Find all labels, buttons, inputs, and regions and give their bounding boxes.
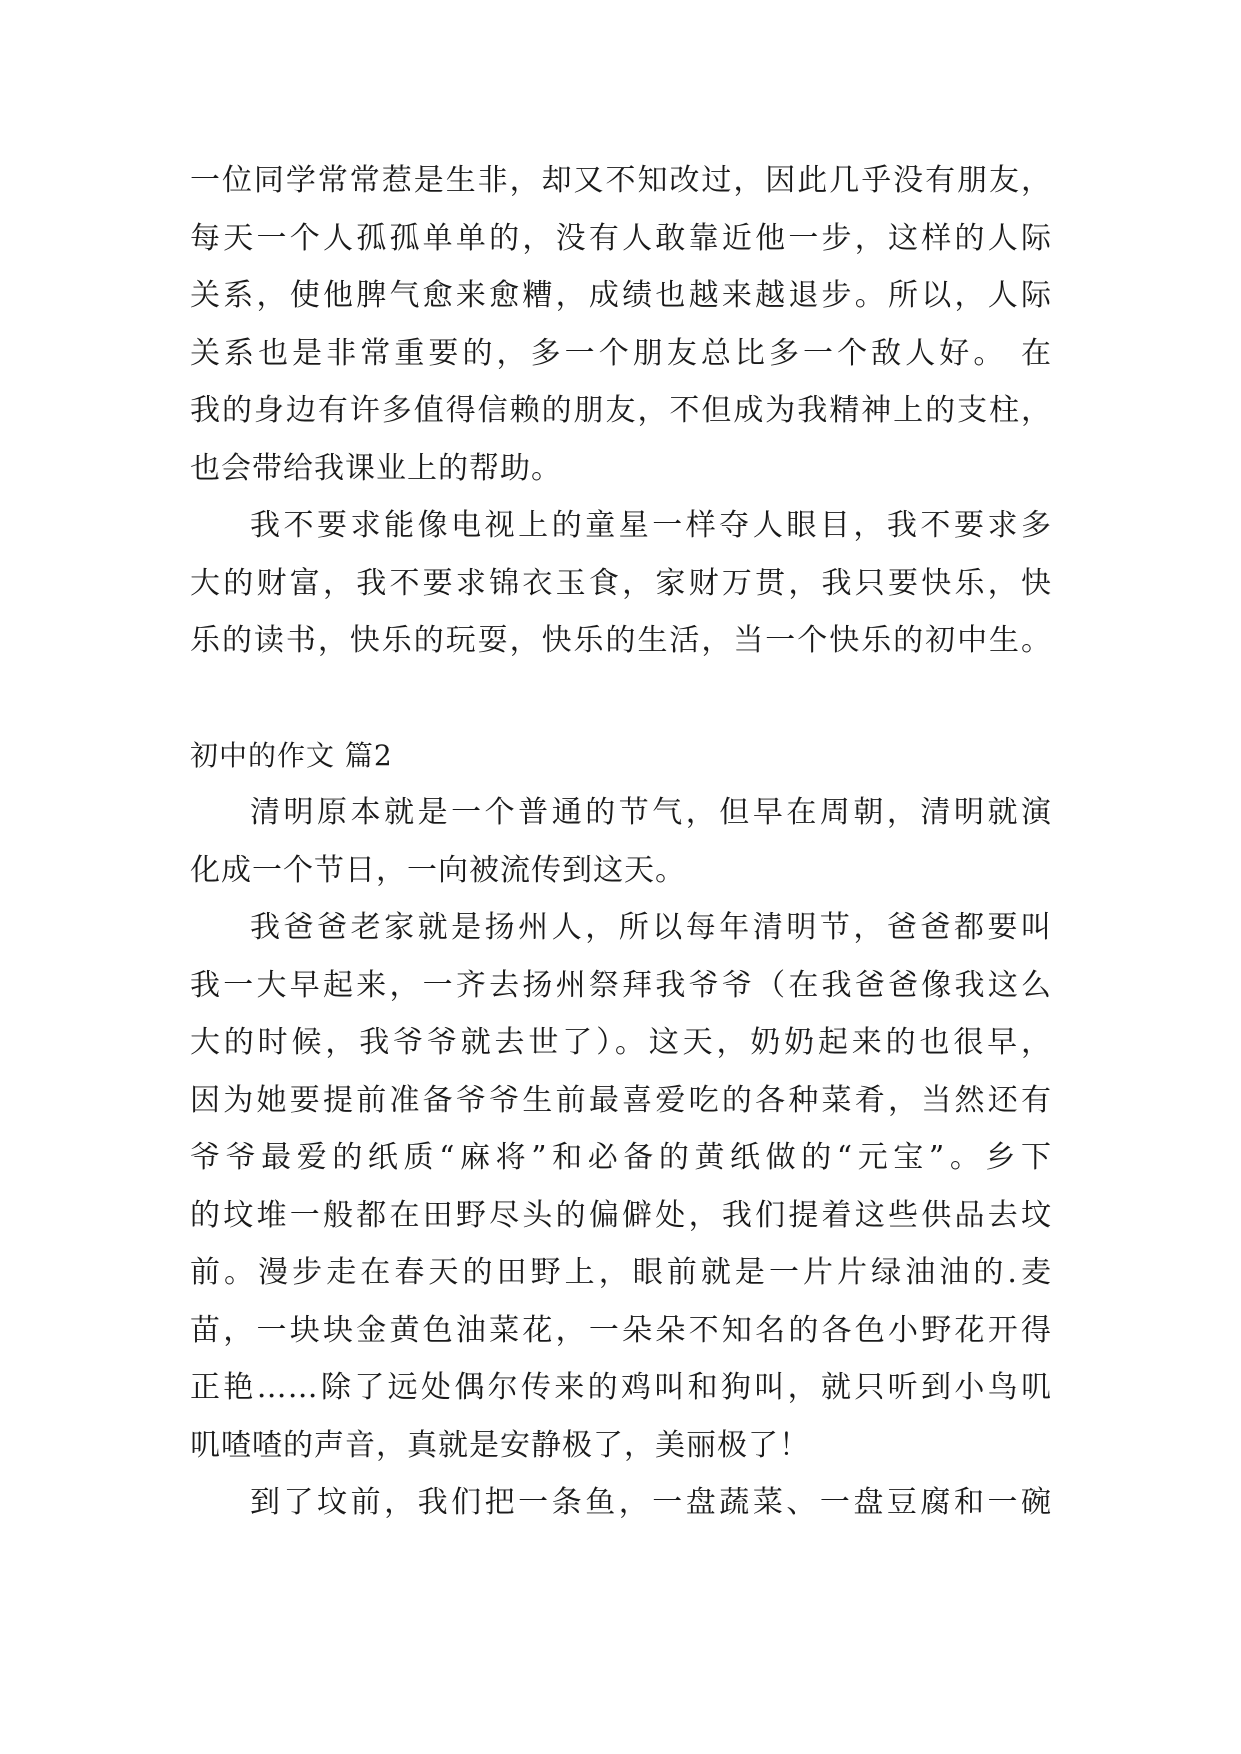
text-line: 关系，使他脾气愈来愈糟，成绩也越来越退步。所以，人际 (190, 278, 1052, 313)
text-line: 前。漫步走在春天的田野上，眼前就是一片片绿油油的.麦 (190, 1255, 1052, 1290)
paragraph-happiness (190, 497, 1052, 670)
text-line: 的坟堆一般都在田野尽头的偏僻处，我们提着这些供品去坟 (190, 1197, 1052, 1233)
text-line: 正艳……除了远处偶尔传来的鸡叫和狗叫，就只听到小鸟叽 (190, 1370, 1052, 1405)
document-body (190, 152, 1052, 1532)
text-line: 爷爷最爱的纸质“麻将”和必备的黄纸做的“元宝”。乡下 (190, 1140, 1052, 1175)
text-line: 因为她要提前准备爷爷生前最喜爱吃的各种菜肴，当然还有 (190, 1082, 1052, 1118)
text-line: 清明原本就是一个普通的节气，但早在周朝，清明就演 (250, 795, 1052, 830)
text-line: 到了坟前，我们把一条鱼，一盘蔬菜、一盘豆腐和一碗 (250, 1485, 1052, 1520)
paragraph-yangzhou (190, 899, 1052, 1474)
text-line: 苗，一块块金黄色油菜花，一朵朵不知名的各色小野花开得 (190, 1312, 1052, 1348)
text-line: 大的财富，我不要求锦衣玉食，家财万贯，我只要快乐，快 (190, 565, 1052, 601)
text-line: 关系也是非常重要的，多一个朋友总比多一个敌人好。 在 (190, 335, 1052, 371)
text-line: 大的时候，我爷爷就去世了）。这天，奶奶起来的也很早， (190, 1025, 1052, 1060)
text-line: 我爸爸老家就是扬州人，所以每年清明节，爸爸都要叫 (250, 910, 1052, 945)
text-line: 一位同学常常惹是生非，却又不知改过，因此几乎没有朋友， (190, 163, 1052, 198)
text-line: 乐的读书，快乐的玩耍，快乐的生活，当一个快乐的初中生。 (190, 623, 1052, 658)
paragraph-qingming-intro (190, 784, 1052, 899)
text-line: 化成一个节日，一向被流传到这天。 (190, 852, 686, 888)
text-line: 我的身边有许多值得信赖的朋友，不但成为我精神上的支柱， (190, 393, 1052, 428)
text-line: 我一大早起来，一齐去扬州祭拜我爷爷（在我爸爸像我这么 (190, 967, 1052, 1003)
text-line: 也会带给我课业上的帮助。 (190, 450, 562, 486)
text-line: 每天一个人孤孤单单的，没有人敢靠近他一步，这样的人际 (190, 220, 1052, 256)
section-spacer (190, 670, 1052, 727)
section-heading: 初中的作文 篇2 (190, 738, 393, 772)
text-line: 叽喳喳的声音，真就是安静极了，美丽极了！ (190, 1427, 810, 1463)
text-line: 我不要求能像电视上的童星一样夺人眼目，我不要求多 (250, 508, 1052, 543)
paragraph-friends (190, 152, 1052, 497)
paragraph-at-grave (190, 1474, 1052, 1532)
